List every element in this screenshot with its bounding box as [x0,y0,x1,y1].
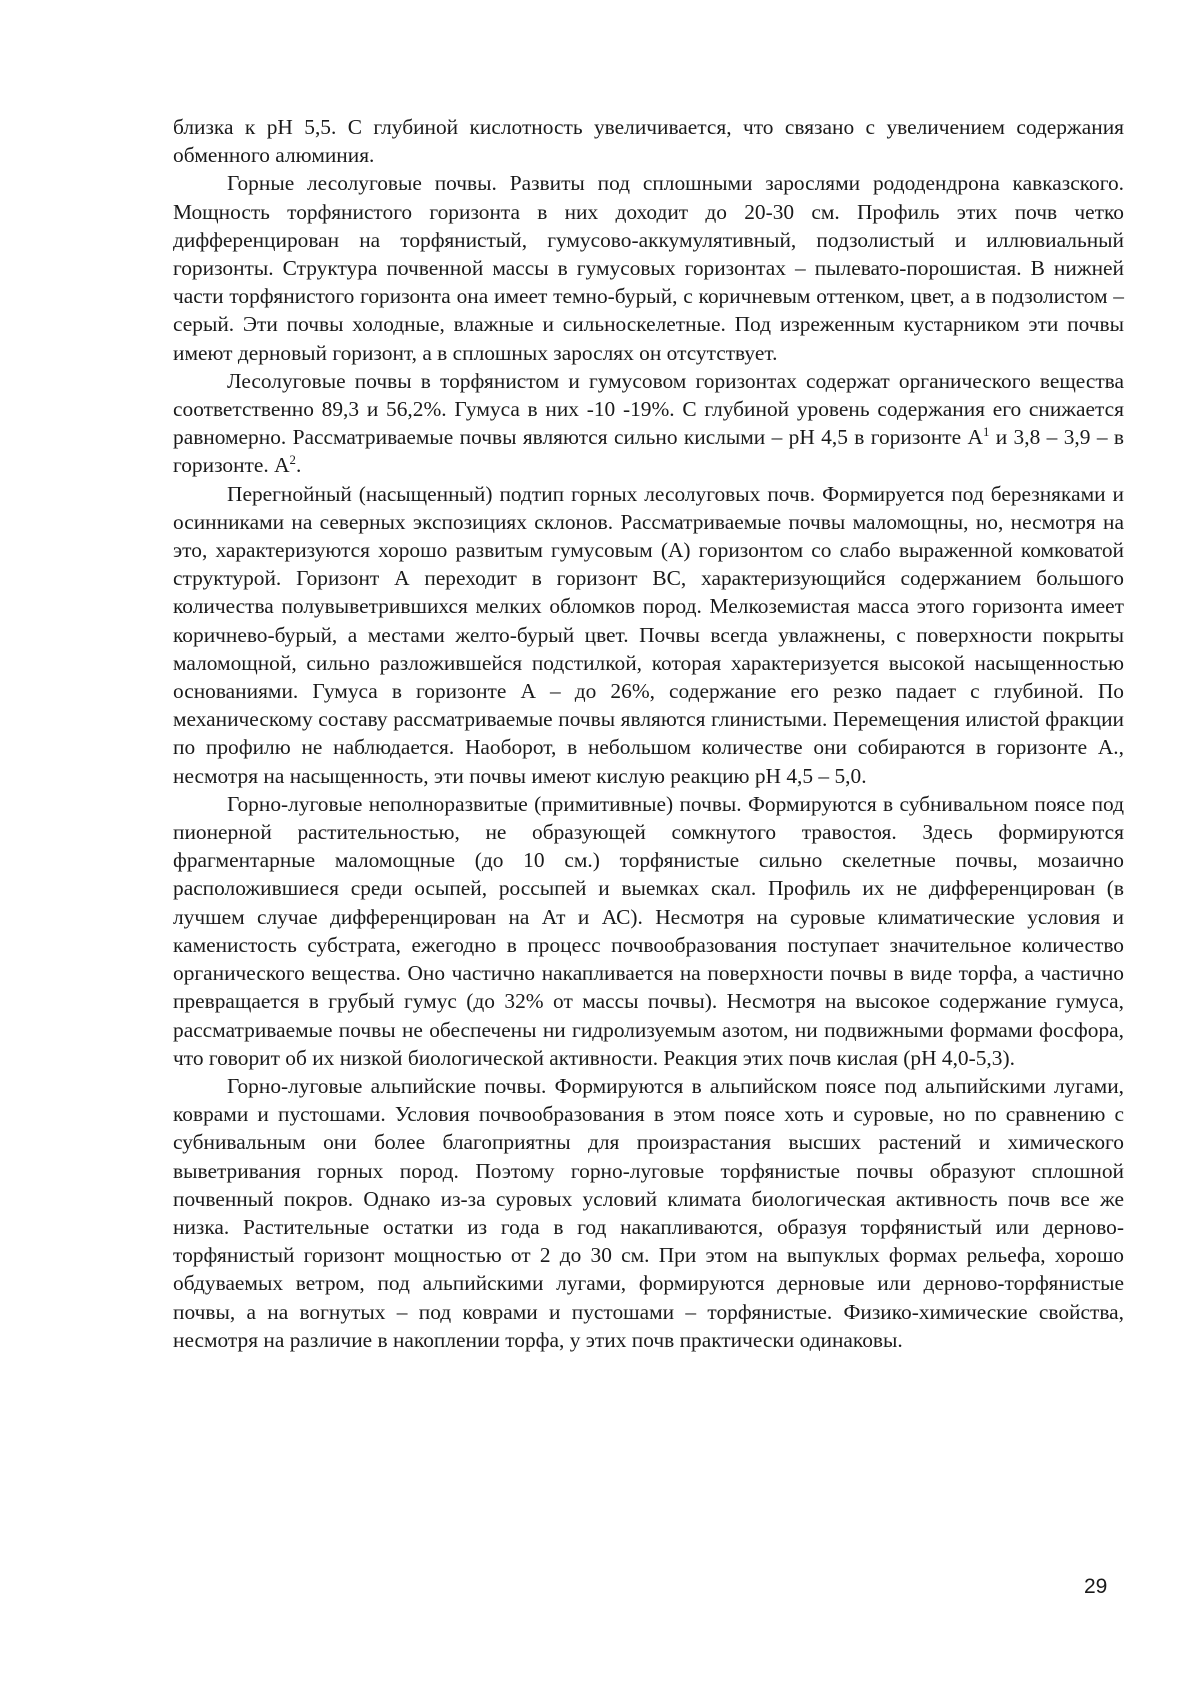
paragraph-text: Горные лесолуговые почвы. Развиты под сплошными зарослями рододендрона кавказского. Мощность торфянистого горизонта в них доходит до 20-30 см. Профиль этих почв четко дифференцирован на торфянистый, гумусово-аккумулятивный, подзолистый и иллювиальный горизонты. Структура почвенной массы в гумусовых горизонтах – пылевато-порошистая. В нижней части торфянистого горизонта она имеет темно-бурый, с коричневым оттенком, цвет, а в подзолистом – серый. Эти почвы холодные, влажные и сильноскелетные. Под изреженным кустарником эти почвы имеют дерновый горизонт, а в сплошных зарослях он отсутствует. [173,171,1124,365]
page-number: 29 [1084,1575,1108,1598]
paragraph [173,790,1124,1072]
superscript: 2 [289,453,296,468]
paragraph [173,1072,1124,1354]
body-text [173,113,1124,1354]
paragraph-text: Лесолуговые почвы в торфянистом и гумусовом горизонтах содержат органического вещества соответственно 89,3 и 56,2%. Гумуса в них -10 -19%. С глубиной уровень содержания его снижается равномерно. Рассматриваемые почвы являются сильно кислыми – рН 4,5 в горизонте А [173,368,1124,450]
paragraph-text: близка к рН 5,5. С глубиной кислотность увеличивается, что связано с увеличением содержания обменного алюминия. [173,115,1124,168]
paragraph [173,169,1124,366]
paragraph [173,367,1124,480]
paragraph [173,480,1124,790]
paragraph-text: . [295,453,302,478]
superscript: 1 [982,425,990,440]
paragraph-text: Горно-луговые альпийские почвы. Формируются в альпийском поясе под альпийскими лугами, коврами и пустошами. Условия почвообразования в этом поясе хоть и суровые, но по сравнению с субнивальным они более благоприятны для произрастания высших растений и химического выветривания горных пород. Поэтому горно-луговые торфянистые почвы образуют сплошной почвенный покров. Однако из-за суровых условий климата биологическая активность почв все же низка. Растительные остатки из года в год накапливаются, образуя торфянистый или дерново-торфянистый горизонт мощностью от 2 до 30 см. При этом на выпуклых формах рельефа, хорошо обдуваемых ветром, под альпийскими лугами, формируются дерновые или дерново-торфянистые почвы, а на вогнутых – под коврами и пустошами – торфянистые. Физико-химические свойства, несмотря на различие в накоплении торфа, у этих почв практически одинаковы. [173,1073,1124,1352]
paragraph-text: Перегнойный (насыщенный) подтип горных лесолуговых почв. Формируется под березняками и осинниками на северных экспозициях склонов. Рассматриваемые почвы маломощны, но, несмотря на это, характеризуются хорошо развитым гумусовым (А) горизонтом со слабо выраженной комковатой структурой. Горизонт А переходит в горизонт ВС, характеризующийся содержанием большого количества полувыветрившихся мелких обломков пород. Мелкоземистая масса этого горизонта имеет коричнево-бурый, а местами желто-бурый цвет. Почвы всегда увлажнены, с поверхности покрыты маломощной, сильно разложившейся подстилкой, которая характеризуется высокой насыщенностью основаниями. Гумуса в горизонте А – до 26%, содержание его резко падает с глубиной. По механическому составу рассматриваемые почвы являются глинистыми. Перемещения илистой фракции по профилю не наблюдается. Наоборот, в небольшом количестве они собираются в горизонте А., несмотря на насыщенность, эти почвы имеют кислую реакцию рН 4,5 – 5,0. [173,481,1124,788]
paragraph [173,113,1124,169]
paragraph-text: и 3,8 – 3,9 – в горизонте. А [173,425,1124,478]
paragraph-text: Горно-луговые неполноразвитые (примитивные) почвы. Формируются в субнивальном поясе под пионерной растительностью, не образующей сомкнутого травостоя. Здесь формируются фрагментарные маломощные (до 10 см.) торфянистые сильно скелетные почвы, мозаично расположившиеся среди осыпей, россыпей и выемках скал. Профиль их не дифференцирован (в лучшем случае дифференцирован на Ат и АС). Несмотря на суровые климатические условия и каменистость субстрата, ежегодно в процесс почвообразования поступает значительное количество органического вещества. Оно частично накапливается на поверхности почвы в виде торфа, а частично превращается в грубый гумус (до 32% от массы почвы). Несмотря на высокое содержание гумуса, рассматриваемые почвы не обеспечены ни гидролизуемым азотом, ни подвижными формами фосфора, что говорит об их низкой биологической активности. Реакция этих почв кислая (рН 4,0-5,3). [173,791,1124,1070]
